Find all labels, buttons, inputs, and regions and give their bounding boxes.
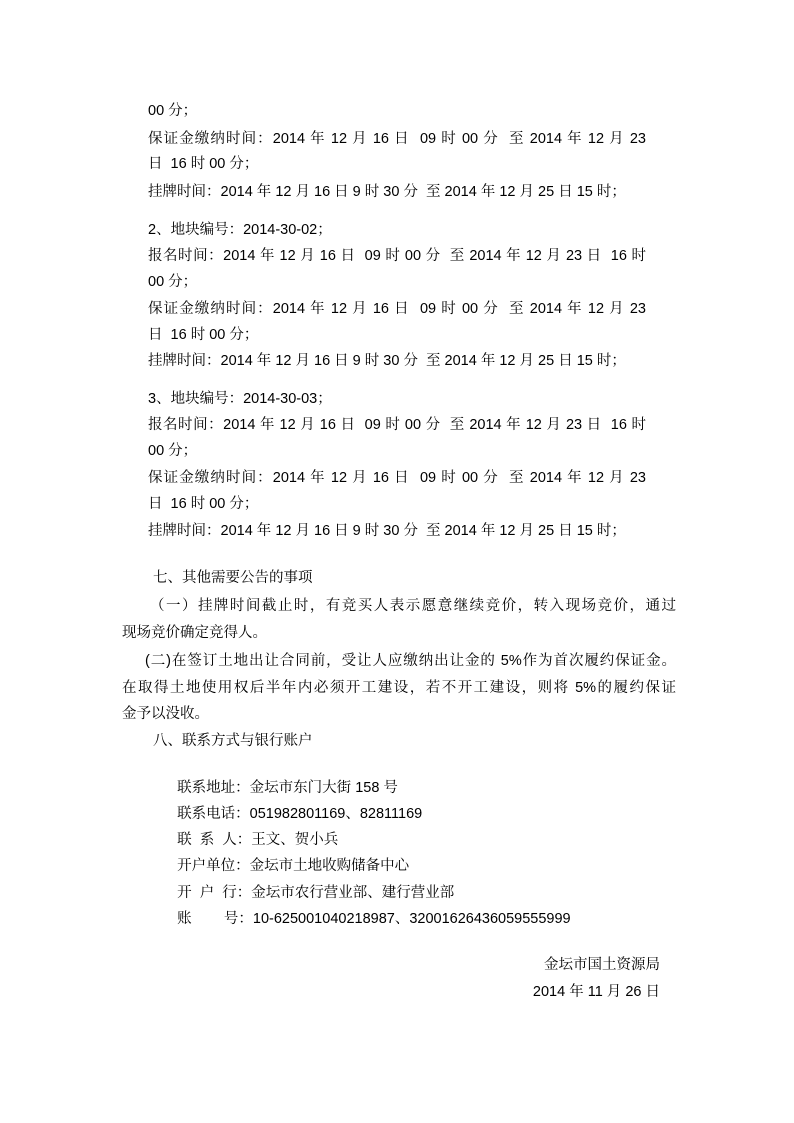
contact-value: 金坛市农行营业部、建行营业部 [251, 885, 455, 901]
section-7-item-2-line-3: 金予以没收。 [122, 706, 209, 722]
parcel-1-deposit-line-2: 日 16 时 00 分； [148, 156, 259, 172]
parcel-1-deposit-line-1: 保证金缴纳时间：2014 年 12 月 16 日 09 时 00 分 至 2014 年 12 月 23 [148, 131, 646, 147]
contact-label: 账 号： [177, 911, 253, 927]
contact-label: 联系电话： [177, 806, 250, 822]
parcel-2-deposit-line-1: 保证金缴纳时间：2014 年 12 月 16 日 09 时 00 分 至 2014 年 12 月 23 [148, 301, 646, 317]
contact-value: 金坛市土地收购储备中心 [249, 858, 410, 874]
contact-value: 王文、贺小兵 [251, 832, 339, 848]
parcel-2-registration-line-2: 00 分； [148, 274, 198, 290]
contact-address [153, 758, 398, 796]
parcel-3-registration-line-1: 报名时间：2014 年 12 月 16 日 09 时 00 分 至 2014 年 12 月 23 日 16 时 [148, 417, 646, 433]
contact-value: 10-625001040218987、32001626436059555999 [252, 911, 571, 927]
parcel-2-title: 2、地块编号：2014-30-02； [148, 222, 332, 238]
contact-account-number [153, 889, 571, 927]
parcel-2-deposit-line-2: 日 16 时 00 分； [148, 327, 259, 343]
parcel-1-listing: 挂牌时间：2014 年 12 月 16 日 9 时 30 分 至 2014 年 12 月 25 日 15 时； [148, 184, 626, 200]
section-7-item-1-line-1: （一）挂牌时间截止时，有竞买人表示愿意继续竞价，转入现场竞价，通过 [150, 598, 676, 614]
section-7-heading: 七、其他需要公告的事项 [153, 570, 313, 586]
section-7-item-2-line-1: (二)在签订土地出让合同前，受让人应缴纳出让金的 5%作为首次履约保证金。 [145, 653, 676, 669]
contact-label: 开 户 行： [177, 885, 252, 901]
parcel-3-deposit-line-2: 日 16 时 00 分； [148, 496, 259, 512]
parcel-3-title: 3、地块编号：2014-30-03； [148, 391, 332, 407]
contact-person [153, 810, 339, 848]
issue-date: 2014 年 11 月 26 日 [532, 984, 660, 1000]
parcel-2-registration-line-1: 报名时间：2014 年 12 月 16 日 09 时 00 分 至 2014 年 12 月 23 日 16 时 [148, 248, 646, 264]
contact-label: 联系地址： [177, 780, 250, 796]
parcel-3-registration-line-2: 00 分； [148, 443, 198, 459]
issuer-name: 金坛市国土资源局 [544, 957, 660, 973]
section-7-item-2-line-2: 在取得土地使用权后半年内必须开工建设，若不开工建设，则将 5%的履约保证 [122, 680, 676, 696]
contact-account-holder [153, 836, 410, 874]
contact-value: 金坛市东门大街 158 号 [249, 780, 398, 796]
section-8-heading: 八、联系方式与银行账户 [153, 733, 313, 749]
parcel-3-listing: 挂牌时间：2014 年 12 月 16 日 9 时 30 分 至 2014 年 12 月 25 日 15 时； [148, 523, 626, 539]
parcel-3-deposit-line-1: 保证金缴纳时间：2014 年 12 月 16 日 09 时 00 分 至 2014 年 12 月 23 [148, 470, 646, 486]
contact-bank [153, 863, 455, 901]
section-7-item-1-line-2: 现场竞价确定竞得人。 [122, 625, 267, 641]
parcel-1-registration-tail: 00 分； [148, 103, 198, 119]
contact-label: 开户单位： [177, 858, 250, 874]
contact-phone [153, 784, 423, 822]
contact-label: 联 系 人： [177, 832, 252, 848]
parcel-2-listing: 挂牌时间：2014 年 12 月 16 日 9 时 30 分 至 2014 年 12 月 25 日 15 时； [148, 353, 626, 369]
contact-value: 051982801169、82811169 [249, 806, 423, 822]
